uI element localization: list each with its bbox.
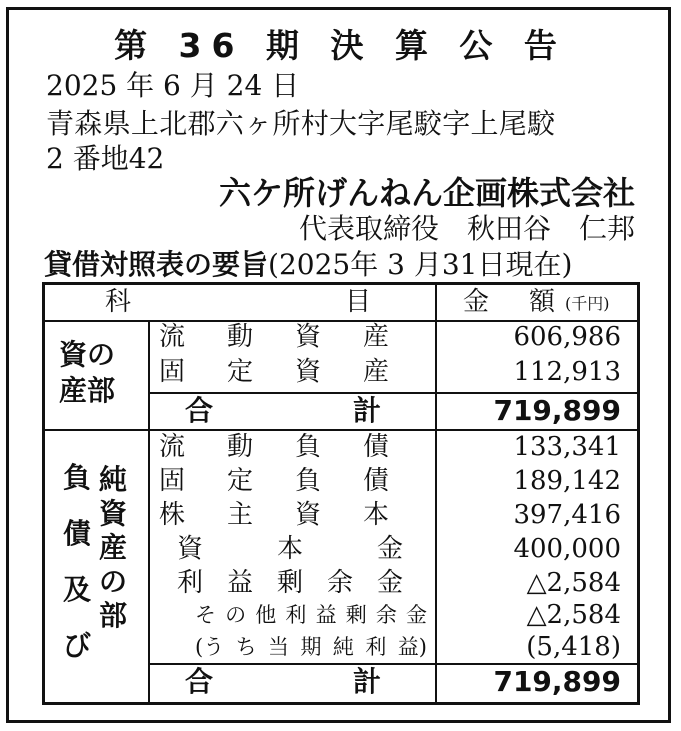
address-line-2: 2 番地42 <box>46 142 165 175</box>
liab-row-value: 400,000 <box>513 534 621 564</box>
liab-total-value: 719,899 <box>493 665 621 698</box>
liab-row-label: (う ち 当 期 純 利 益) <box>195 635 427 659</box>
representative: 代表取締役 秋田谷 仁邦 <box>298 212 635 245</box>
balance-sheet-title <box>44 243 572 283</box>
notice-title: 第 36 期 決 算 公 告 <box>114 26 567 65</box>
liab-label-col-2: 純 資 産 の 部 <box>98 463 127 632</box>
header-kingaku-2: 額 <box>529 287 556 317</box>
assets-total-label: 合 計 <box>185 394 381 427</box>
balance-sheet-date: (2025年 3 月31日現在) <box>268 248 573 281</box>
liab-row-label: 利 益 剰 余 金 <box>177 568 403 598</box>
divider-amount <box>435 285 437 702</box>
asset-row-label: 固 定 資 産 <box>159 357 389 387</box>
liab-row-label: 流 動 負 債 <box>159 432 389 462</box>
liab-row-label: 資 本 金 <box>177 534 403 564</box>
address-line-1: 青森県上北郡六ヶ所村大字尾駮字上尾駮 <box>46 107 556 140</box>
liab-row-value: 189,142 <box>513 466 621 496</box>
asset-row-value: 112,913 <box>513 357 621 387</box>
liab-row-value: 397,416 <box>513 500 621 530</box>
header-kingaku-1: 金 <box>463 287 490 317</box>
liab-row-value: △2,584 <box>526 568 621 598</box>
liab-row-label: そ の 他 利 益 剰 余 金 <box>195 603 427 627</box>
liab-row-label: 株 主 資 本 <box>159 500 389 530</box>
notice-date: 2025 年 6 月 24 日 <box>46 69 300 102</box>
header-kamoku-1: 科 <box>105 287 132 317</box>
balance-sheet-table <box>42 282 640 705</box>
assets-label-2: 産部 <box>59 374 116 407</box>
liab-total-label: 合 計 <box>185 665 381 698</box>
balance-sheet-heading: 貸借対照表の要旨 <box>44 248 269 281</box>
company-name: 六ケ所げんねん企画株式会社 <box>218 174 635 212</box>
assets-label-1: 資の <box>59 338 116 371</box>
asset-row-value: 606,986 <box>513 322 621 352</box>
divider-section <box>148 321 150 702</box>
liab-row-value: (5,418) <box>526 632 621 662</box>
asset-row-label: 流 動 資 産 <box>159 322 389 352</box>
header-unit: (千円) <box>565 294 610 313</box>
liab-row-value: △2,584 <box>526 600 621 630</box>
liab-row-value: 133,341 <box>513 432 621 462</box>
liab-label-col-1: 負 債 及 び <box>62 461 91 662</box>
header-kamoku-2: 目 <box>345 287 372 317</box>
liab-row-label: 固 定 負 債 <box>159 466 389 496</box>
assets-total-value: 719,899 <box>493 394 621 427</box>
